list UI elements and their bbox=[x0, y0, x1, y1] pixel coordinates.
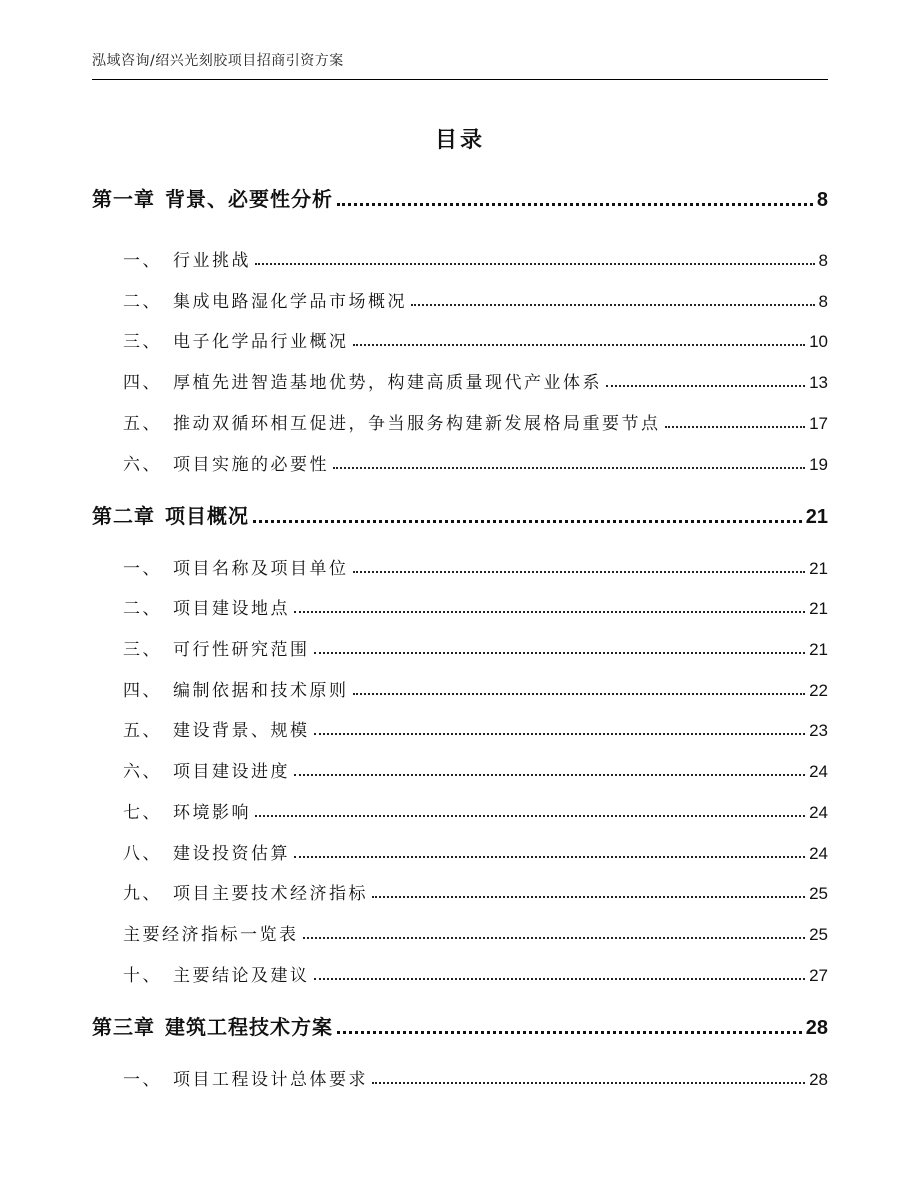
toc-title: 目录 bbox=[434, 128, 485, 153]
toc-chapter-label bbox=[92, 1011, 333, 1040]
dot-leader bbox=[665, 426, 806, 428]
dot-leader bbox=[337, 203, 813, 206]
dot-leader bbox=[337, 1031, 802, 1034]
toc-section-number: 二、 bbox=[123, 292, 162, 312]
dot-leader bbox=[314, 733, 806, 735]
toc-section-title: 主要经济指标一览表 bbox=[123, 925, 299, 945]
toc-page-number: 22 bbox=[809, 681, 828, 700]
toc-section-row[interactable] bbox=[123, 555, 828, 579]
toc-section-row[interactable] bbox=[123, 799, 828, 823]
toc-section-title: 厚植先进智造基地优势，构建高质量现代产业体系 bbox=[173, 373, 602, 393]
toc-section-row[interactable] bbox=[123, 677, 828, 701]
toc-section-row[interactable] bbox=[123, 328, 828, 352]
toc-section-title: 项目实施的必要性 bbox=[173, 455, 329, 475]
dot-leader bbox=[353, 344, 806, 346]
toc-section-row[interactable] bbox=[123, 636, 828, 660]
toc-page-number: 25 bbox=[809, 884, 828, 903]
toc-page-number: 8 bbox=[818, 251, 828, 270]
toc-page-number: 28 bbox=[809, 1070, 828, 1089]
toc-chapter-row[interactable] bbox=[92, 184, 828, 212]
toc-section-number: 五、 bbox=[123, 721, 162, 741]
toc-section-title: 行业挑战 bbox=[173, 251, 251, 271]
toc-section-number: 八、 bbox=[123, 844, 162, 864]
toc-chapter-title: 项目概况 bbox=[165, 504, 249, 528]
toc-section-row[interactable] bbox=[123, 880, 828, 904]
toc-section-title: 项目名称及项目单位 bbox=[173, 559, 349, 579]
toc-chapter-title: 建筑工程技术方案 bbox=[165, 1015, 333, 1039]
toc-section-number: 二、 bbox=[123, 599, 162, 619]
toc-section-row[interactable] bbox=[123, 451, 828, 475]
toc-page-number: 8 bbox=[818, 292, 828, 311]
toc-section-number: 九、 bbox=[123, 884, 162, 904]
toc-section-row[interactable] bbox=[123, 288, 828, 312]
toc-section-number: 四、 bbox=[123, 681, 162, 701]
toc-section-number: 五、 bbox=[123, 414, 162, 434]
toc-section-title: 项目建设进度 bbox=[173, 762, 290, 782]
toc-section-row[interactable] bbox=[123, 410, 828, 434]
dot-leader bbox=[353, 571, 806, 573]
toc-chapter-label bbox=[92, 500, 249, 529]
dot-leader bbox=[314, 978, 806, 980]
toc-page-number: 21 bbox=[809, 640, 828, 659]
toc-section-title: 建设背景、规模 bbox=[173, 721, 310, 741]
dot-leader bbox=[314, 652, 806, 654]
toc-page-number: 21 bbox=[809, 559, 828, 578]
toc-page-number: 21 bbox=[809, 599, 828, 618]
toc-page-number: 13 bbox=[809, 373, 828, 392]
dot-leader bbox=[255, 263, 815, 265]
toc-page-number: 27 bbox=[809, 966, 828, 985]
toc-section-row[interactable] bbox=[123, 717, 828, 741]
dot-leader bbox=[294, 611, 805, 613]
toc-section-title: 建设投资估算 bbox=[173, 844, 290, 864]
toc-page-number: 24 bbox=[809, 762, 828, 781]
toc-section-row[interactable] bbox=[123, 1066, 828, 1090]
toc-section-number: 六、 bbox=[123, 762, 162, 782]
toc-section-row[interactable] bbox=[123, 962, 828, 986]
toc-section-title: 项目主要技术经济指标 bbox=[173, 884, 368, 904]
toc-page-number: 19 bbox=[809, 455, 828, 474]
toc-section-title: 电子化学品行业概况 bbox=[173, 332, 349, 352]
dot-leader bbox=[294, 774, 805, 776]
dot-leader bbox=[372, 896, 805, 898]
toc-section-title: 环境影响 bbox=[173, 803, 251, 823]
toc-section-number: 七、 bbox=[123, 803, 162, 823]
dot-leader bbox=[294, 856, 805, 858]
toc-section-title: 集成电路湿化学品市场概况 bbox=[173, 292, 407, 312]
toc-page-number: 23 bbox=[809, 721, 828, 740]
toc-section-title: 主要结论及建议 bbox=[173, 966, 310, 986]
toc-section-number: 一、 bbox=[123, 1070, 162, 1090]
toc-section-row[interactable] bbox=[123, 247, 828, 271]
toc-chapter-row[interactable] bbox=[92, 501, 828, 529]
toc-page-number: 24 bbox=[809, 803, 828, 822]
toc-chapter-number: 第一章 bbox=[92, 187, 155, 211]
dot-leader bbox=[606, 385, 805, 387]
toc-page-number: 21 bbox=[805, 506, 828, 528]
toc-chapter-row[interactable] bbox=[92, 1012, 828, 1040]
toc-page-number: 10 bbox=[809, 332, 828, 351]
toc-page-number: 24 bbox=[809, 844, 828, 863]
toc-section-row[interactable] bbox=[123, 369, 828, 393]
toc-section-title: 可行性研究范围 bbox=[173, 640, 310, 660]
toc-section-row[interactable] bbox=[123, 840, 828, 864]
dot-leader bbox=[333, 467, 805, 469]
dot-leader bbox=[255, 815, 805, 817]
toc-section-row[interactable] bbox=[123, 758, 828, 782]
toc-section-row[interactable] bbox=[123, 921, 828, 945]
toc-section-title: 项目建设地点 bbox=[173, 599, 290, 619]
dot-leader bbox=[253, 520, 802, 523]
toc-chapter-number: 第二章 bbox=[92, 504, 155, 528]
toc-page-number: 17 bbox=[809, 414, 828, 433]
toc-section-number: 一、 bbox=[123, 559, 162, 579]
toc-chapter-title: 背景、必要性分析 bbox=[165, 187, 333, 211]
toc-page-number: 8 bbox=[816, 189, 828, 211]
toc-section-title: 编制依据和技术原则 bbox=[173, 681, 349, 701]
toc-section-number: 十、 bbox=[123, 966, 162, 986]
toc-page-number: 28 bbox=[805, 1017, 828, 1039]
toc-section-row[interactable] bbox=[123, 595, 828, 619]
toc-section-number: 三、 bbox=[123, 640, 162, 660]
dot-leader bbox=[372, 1082, 805, 1084]
toc-section-title: 项目工程设计总体要求 bbox=[173, 1070, 368, 1090]
toc-page-number: 25 bbox=[809, 925, 828, 944]
toc-section-number: 六、 bbox=[123, 455, 162, 475]
toc-section-number: 三、 bbox=[123, 332, 162, 352]
dot-leader bbox=[303, 937, 806, 939]
dot-leader bbox=[353, 693, 806, 695]
toc-section-number: 四、 bbox=[123, 373, 162, 393]
toc-chapter-label bbox=[92, 183, 333, 212]
toc-section-title: 推动双循环相互促进，争当服务构建新发展格局重要节点 bbox=[173, 414, 661, 434]
toc-chapter-number: 第三章 bbox=[92, 1015, 155, 1039]
page-header: 泓域咨询/绍兴光刻胶项目招商引资方案 bbox=[92, 53, 344, 69]
toc-section-number: 一、 bbox=[123, 251, 162, 271]
dot-leader bbox=[411, 304, 815, 306]
